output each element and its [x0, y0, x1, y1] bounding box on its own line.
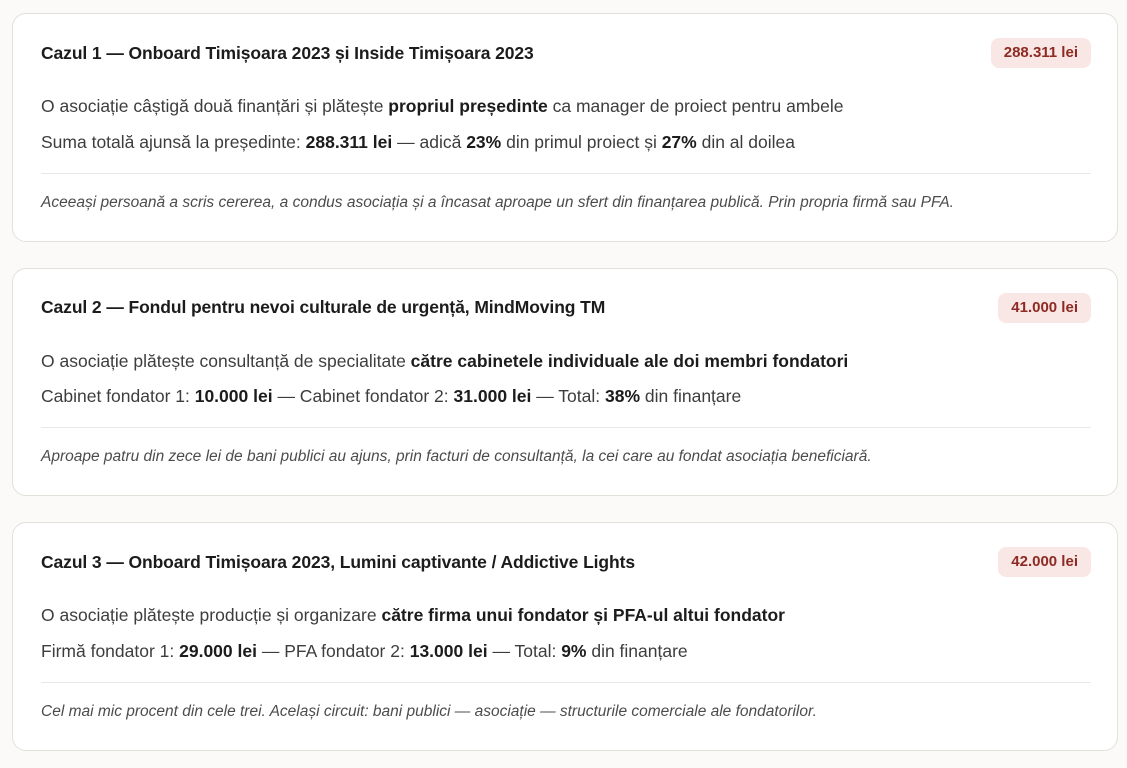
emphasis-text: 38% — [605, 386, 641, 407]
amount-badge: 42.000 lei — [998, 547, 1091, 577]
case-detail-line — [41, 640, 1091, 663]
case-detail-line — [41, 385, 1091, 408]
amount-badge: 41.000 lei — [998, 293, 1091, 323]
amount-badge: 288.311 lei — [991, 38, 1091, 68]
emphasis-text: 29.000 lei — [179, 640, 257, 661]
case-title: Cazul 3 — Onboard Timișoara 2023, Lumini captivante / Addictive Lights — [41, 551, 635, 572]
plain-text: din finanțare — [586, 640, 688, 661]
case-note: Cel mai mic procent din cele trei. Același circuit: bani publici — asociație — structurile comerciale ale fondatorilor. — [41, 702, 817, 720]
plain-text: din al doilea — [696, 131, 796, 152]
emphasis-text: 288.311 lei — [305, 131, 393, 152]
plain-text: O asociație câștigă două finanțări și plătește — [41, 96, 389, 116]
case-card-header — [41, 547, 1091, 577]
plain-text: O asociație plătește producție și organizare — [41, 605, 382, 626]
case-summary-line — [41, 604, 1091, 627]
case-title: Cazul 2 — Fondul pentru nevoi culturale de urgență, MindMoving TM — [41, 297, 606, 318]
case-card — [12, 13, 1118, 242]
emphasis-text: 31.000 lei — [453, 386, 532, 407]
plain-text: — PFA fondator 2: — [256, 640, 410, 661]
emphasis-text: către cabinetele individuale ale doi membri fondatori — [410, 350, 849, 371]
case-card — [12, 522, 1118, 751]
emphasis-text: 27% — [661, 131, 697, 152]
emphasis-text: propriul președinte — [388, 96, 548, 116]
case-note: Aceeași persoană a scris cererea, a condus asociația și a încasat aproape un sfert din finanțarea publică. Prin propria firmă sau PFA. — [41, 193, 954, 211]
plain-text: — Total: — [531, 386, 605, 407]
emphasis-text: 10.000 lei — [194, 386, 273, 407]
case-card-header — [41, 293, 1091, 323]
plain-text: — Total: — [487, 640, 562, 661]
plain-text: O asociație plătește consultanță de specialitate — [41, 350, 411, 371]
case-card-header — [41, 38, 1091, 68]
emphasis-text: 9% — [561, 640, 587, 661]
plain-text: Cabinet fondator 1: — [41, 386, 195, 407]
card-divider — [41, 682, 1091, 683]
case-summary-line — [41, 350, 1091, 373]
card-divider — [41, 427, 1091, 428]
case-title: Cazul 1 — Onboard Timișoara 2023 și Inside Timișoara 2023 — [41, 42, 534, 63]
case-list — [12, 13, 1118, 751]
plain-text: — adică — [392, 131, 467, 152]
case-note: Aproape patru din zece lei de bani publici au ajuns, prin facturi de consultanță, la cei care au fondat asociația beneficiară. — [41, 448, 872, 466]
plain-text: ca manager de proiect pentru ambele — [547, 96, 844, 116]
emphasis-text: 23% — [466, 131, 502, 152]
plain-text: din finanțare — [640, 386, 742, 407]
card-divider — [41, 173, 1091, 174]
emphasis-text: 13.000 lei — [409, 640, 488, 661]
emphasis-text: către firma unui fondator și PFA-ul altui fondator — [381, 605, 785, 626]
case-summary-line — [41, 95, 1091, 118]
plain-text: din primul proiect și — [501, 131, 662, 152]
plain-text: Firmă fondator 1: — [41, 640, 180, 661]
case-card — [12, 268, 1118, 497]
plain-text: — Cabinet fondator 2: — [272, 386, 454, 407]
case-detail-line — [41, 131, 1091, 154]
plain-text: Suma totală ajunsă la președinte: — [41, 131, 306, 152]
